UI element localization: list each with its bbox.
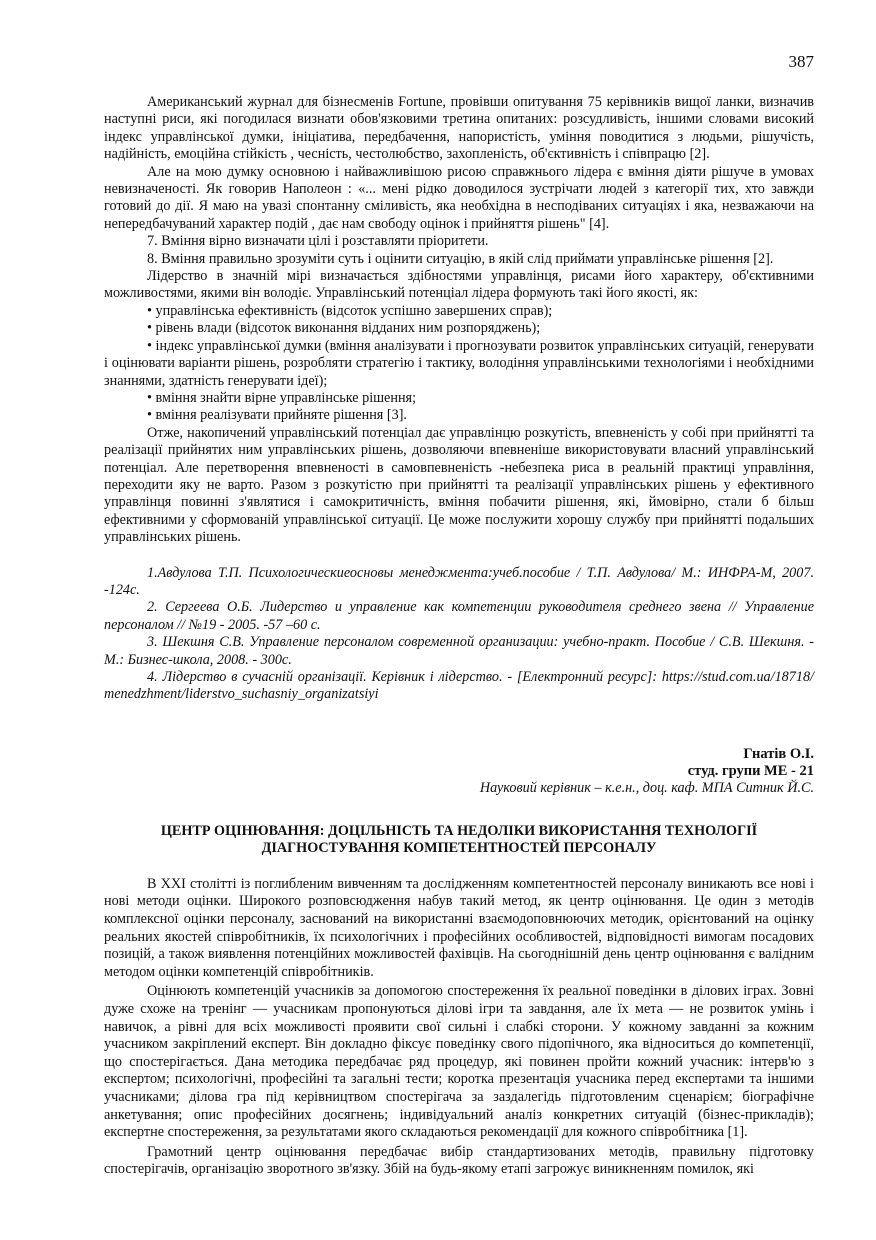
page-content — [104, 94, 814, 1179]
bullet-item: • управлінська ефективність (відсоток успішно завершених справ); — [147, 302, 553, 319]
author-name: Гнатів О.І. — [743, 745, 814, 762]
author-block — [104, 746, 814, 797]
intro-paragraph: Але на мою думку основною і найважливішою рисою справжнього лідера є вміння діяти рішуче в умовах невизначеності. Як говорив Наполеон : «... мені рідко доводилося зустрічати людей з категорії тих, хто завжди готовий до дії. Я маю на увазі спонтанну сміливість, яка необхідна в несподіваних ситуаціях і яка, незважаючи на непередбачуваний характер подій , дає нам свободу оцінок і прийняття рішень" [4]. — [104, 163, 814, 232]
article-paragraph: Оцінюють компетенцій учасників за допомогою спостереження їх реальної поведінки в ділових іграх. Зовні дуже схоже на тренінг — учасникам пропонуються ділові ігри та завдання, але їх мета — не розвиток умінь і навичок, а рівні для всіх можливості проявити свої сильні і слабкі сторони. У кожному завданні за кожним учасником закріплений експерт. Він докладно фіксує поведінку свого підопічного, яка відноситься до компетенції, що спостерігається. Дана методика передбачає ряд процедур, які повинен пройти кожний учасник: інтерв'ю з експертом; психологічні, професійні та загальні тести; коротка презентація учасника перед експертами та іншими учасниками; ділова гра під керівництвом спостерігача за заздалегідь підготовленим сценарієм; біографічне анкетування; опис професійних досягнень; індивідуальний аналіз конкретних ситуацій (бізнес-прикладів); експертне спостереження, за результатами якого складаються рекомендації для кожного співробітника [1]. — [104, 983, 814, 1141]
author-group: студ. групи МЕ - 21 — [687, 762, 814, 779]
reference-item: 2. Сергеева О.Б. Лидерство и управление как компетенции руководителя среднего звена // Управление персоналом // №19 - 2005. -57 –60 с. — [104, 599, 814, 633]
bullet-item: • вміння знайти вірне управлінське рішення; — [147, 389, 417, 406]
article-body — [104, 876, 814, 1179]
numbered-item: 8. Вміння правильно зрозуміти суть і оцінити ситуацію, в якій слід приймати управлінське рішення [2]. — [147, 250, 774, 267]
numbered-item: 7. Вміння вірно визначати цілі і розставляти пріоритети. — [147, 233, 489, 250]
scientific-supervisor: Науковий керівник – к.е.н., доц. каф. МПА Ситник Й.С. — [479, 779, 814, 796]
reference-item: 3. Шекшня С.В. Управление персоналом современной организации: учебно-практ. Пособие / С.В. Шекшня. - М.: Бизнес-школа, 2008. - 300с. — [104, 634, 814, 668]
article-title-line: ЦЕНТР ОЦІНЮВАННЯ: ДОЦІЛЬНІСТЬ ТА НЕДОЛІКИ ВИКОРИСТАННЯ ТЕХНОЛОГІЇ — [160, 822, 758, 839]
reference-item: 4. Лідерство в сучасній організації. Керівник і лідерство. - [Електронний ресурс]: https://stud.com.ua/18718/ menedzhment/liderstvo_suchasniy_organizatsiyi — [104, 669, 814, 703]
article-paragraph: Грамотний центр оцінювання передбачає вибір стандартизованих методів, правильну підготовку спостерігачів, організацію зворотного зв'язку. Збій на будь-якому етапі загрожує виникненням помилок, які — [104, 1143, 814, 1178]
page-number: 387 — [788, 52, 814, 71]
article-title — [104, 823, 814, 857]
leadership-paragraph: Лідерство в значній мірі визначається здібностями управлінця, рисами його характеру, об'єктивними можливостями, якими він володіє. Управлінський потенціал лідера формують такі його якості, як: — [104, 268, 814, 302]
bullet-item: • вміння реалізувати прийняте рішення [3]. — [147, 407, 407, 424]
article-paragraph: В ХХІ столітті із поглибленим вивченням та дослідженням компетентностей персоналу виникають все нові і нові методи оцінки. Широкого розповсюдження набув такий метод, як центр оцінювання. Це один з методів комплексної оцінки персоналу, заснований на використанні взаємодоповнюючих методик, орієнтований на оцінку реальних якостей співробітників, їх психологічних і професійних особливостей, відповідності вимогам посадових позицій, а також виявлення потенційних можливостей фахівців. На сьогоднішній день центр оцінювання є валідним методом оцінки компетенцій співробітників. — [104, 875, 814, 980]
references-list — [104, 565, 814, 704]
intro-paragraph: Американський журнал для бізнесменів Fortune, провівши опитування 75 керівників вищої ланки, визначив наступні риси, які погодилася визнати обов'язковими третина опитаних: розсудливість, іншими словами високий індекс управлінської думки, ініціатива, передбачення, напористість, уміння поводитися з людьми, рішучість, надійність, емоційна стійкість , чесність, честолюбство, захопленість, об'єктивність і співпрацю [2]. — [104, 94, 814, 163]
bullet-item: • індекс управлінської думки (вміння аналізувати і прогнозувати розвиток управлінських ситуацій, генерувати і оцінювати варіанти рішень, розробляти стратегію і тактику, володіння управлінськими технологіями і необхідними знаннями, здатність генерувати ідеї); — [104, 337, 814, 389]
conclusion-paragraph: Отже, накопичений управлінський потенціал дає управлінцю розкутість, впевненість у собі при прийнятті та реалізації прийнятих ним управлінських рішень, дозволяючи впевненіше використовувати власний управлінський потенціал. Але перетворення впевненості в самовпевненість -небезпека риса в реальній практиці управління, переходити яку не варто. Разом з розкутістю при прийнятті та реалізації управлінських рішень у ефективного управлінця повинні з'являтися і самокритичність, вміння побачити рішення, які, ймовірно, стали б більш ефективними у сформованій управлінської ситуації. Це може послужити хорошу службу при прийнятті подальших управлінських рішень. — [104, 424, 814, 546]
reference-item: 1.Авдулова Т.П. Психологическиеосновы менеджмента:учеб.пособие / Т.П. Авдулова/ М.: ИНФРА-М, 2007. -124с. — [104, 564, 814, 598]
bullet-item: • рівень влади (відсоток виконання відданих ним розпоряджень); — [147, 320, 541, 337]
article-title-line: ДІАГНОСТУВАННЯ КОМПЕТЕНТНОСТЕЙ ПЕРСОНАЛУ — [261, 839, 657, 856]
